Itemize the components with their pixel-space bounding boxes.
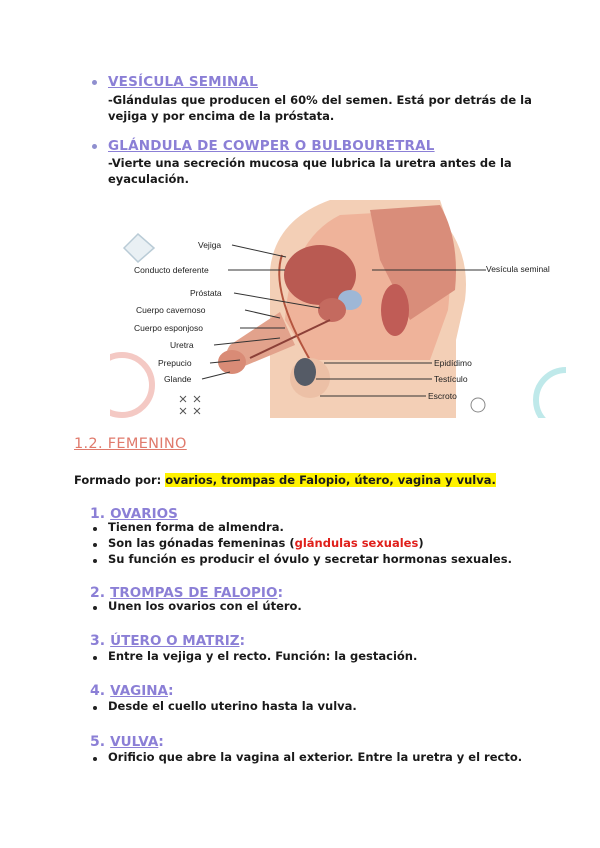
bullet-text: Son las gónadas femeninas (glándulas sexuales) (108, 536, 424, 550)
label-glande: Glande (164, 374, 192, 384)
label-vejiga: Vejiga (198, 240, 222, 250)
testicle (294, 358, 316, 386)
label-escroto: Escroto (428, 391, 457, 401)
bullet-dot (93, 606, 97, 610)
label-prostata: Próstata (190, 288, 222, 298)
item-number: 2. (90, 585, 106, 601)
bullet-text: Orificio que abre la vagina al exterior. Entre la uretra y el recto. (108, 750, 523, 764)
intro-label: Formado por: (74, 473, 162, 487)
bullet-dot (93, 656, 97, 660)
bullet-dot (93, 559, 97, 563)
item-heading: VAGINA (110, 683, 168, 699)
label-vesicula-seminal: Vesícula seminal (486, 264, 550, 274)
bullet-text: Unen los ovarios con el útero. (108, 599, 302, 613)
bullet-dot (93, 543, 97, 547)
item-number: 3. (90, 633, 106, 649)
prostate (318, 298, 346, 322)
item-heading: OVARIOS (110, 506, 178, 522)
bullet-dot (93, 527, 97, 531)
item-heading: VULVA (110, 734, 159, 750)
item-number: 1. (90, 506, 106, 522)
label-conducto-deferente: Conducto deferente (134, 265, 209, 275)
item-heading: TROMPAS DE FALOPIO (110, 585, 278, 601)
label-prepucio: Prepucio (158, 358, 192, 368)
bullet-text: Desde el cuello uterino hasta la vulva. (108, 699, 357, 713)
bullet-dot (92, 144, 97, 149)
item-utero: 3. ÚTERO O MATRIZ: (90, 633, 246, 649)
bullet-dot (92, 80, 97, 85)
item-text: -Vierte una secreción mucosa que lubrica la uretra antes de la (108, 156, 512, 170)
item-heading-vesicula: VESÍCULA SEMINAL (108, 74, 258, 90)
item-trompas: 2. TROMPAS DE FALOPIO: (90, 585, 284, 601)
anatomy-diagram (110, 200, 566, 418)
item-text: vejiga y por encima de la próstata. (108, 109, 335, 123)
bullet-text: Tienen forma de almendra. (108, 520, 284, 534)
item-text: eyaculación. (108, 172, 189, 186)
label-testiculo: Testículo (434, 374, 468, 384)
intro-highlight: ovarios, trompas de Falopio, útero, vagina y vulva. (165, 473, 496, 487)
red-text: glándulas sexuales (294, 536, 419, 550)
section-title: 1.2. FEMENINO (74, 436, 187, 452)
bullet-dot (93, 757, 97, 761)
label-cuerpo-esponjoso: Cuerpo esponjoso (134, 323, 203, 333)
bullet-text: Su función es producir el óvulo y secretar hormonas sexuales. (108, 552, 512, 566)
item-number: 4. (90, 683, 106, 699)
bullet-text: Entre la vejiga y el recto. Función: la gestación. (108, 649, 418, 663)
item-text: -Glándulas que producen el 60% del semen. Está por detrás de la (108, 93, 532, 107)
bullet-dot (93, 706, 97, 710)
intro-line (74, 473, 496, 487)
rectum (381, 284, 409, 336)
item-heading: ÚTERO O MATRIZ (110, 633, 240, 649)
label-cuerpo-cavernoso: Cuerpo cavernoso (136, 305, 206, 315)
label-uretra: Uretra (170, 340, 194, 350)
item-number: 5. (90, 734, 106, 750)
item-vulva: 5. VULVA: (90, 734, 164, 750)
item-heading-cowper: GLÁNDULA DE COWPER O BULBOURETRAL (108, 138, 435, 154)
item-vagina: 4. VAGINA: (90, 683, 174, 699)
label-epididimo: Epidídimo (434, 358, 472, 368)
